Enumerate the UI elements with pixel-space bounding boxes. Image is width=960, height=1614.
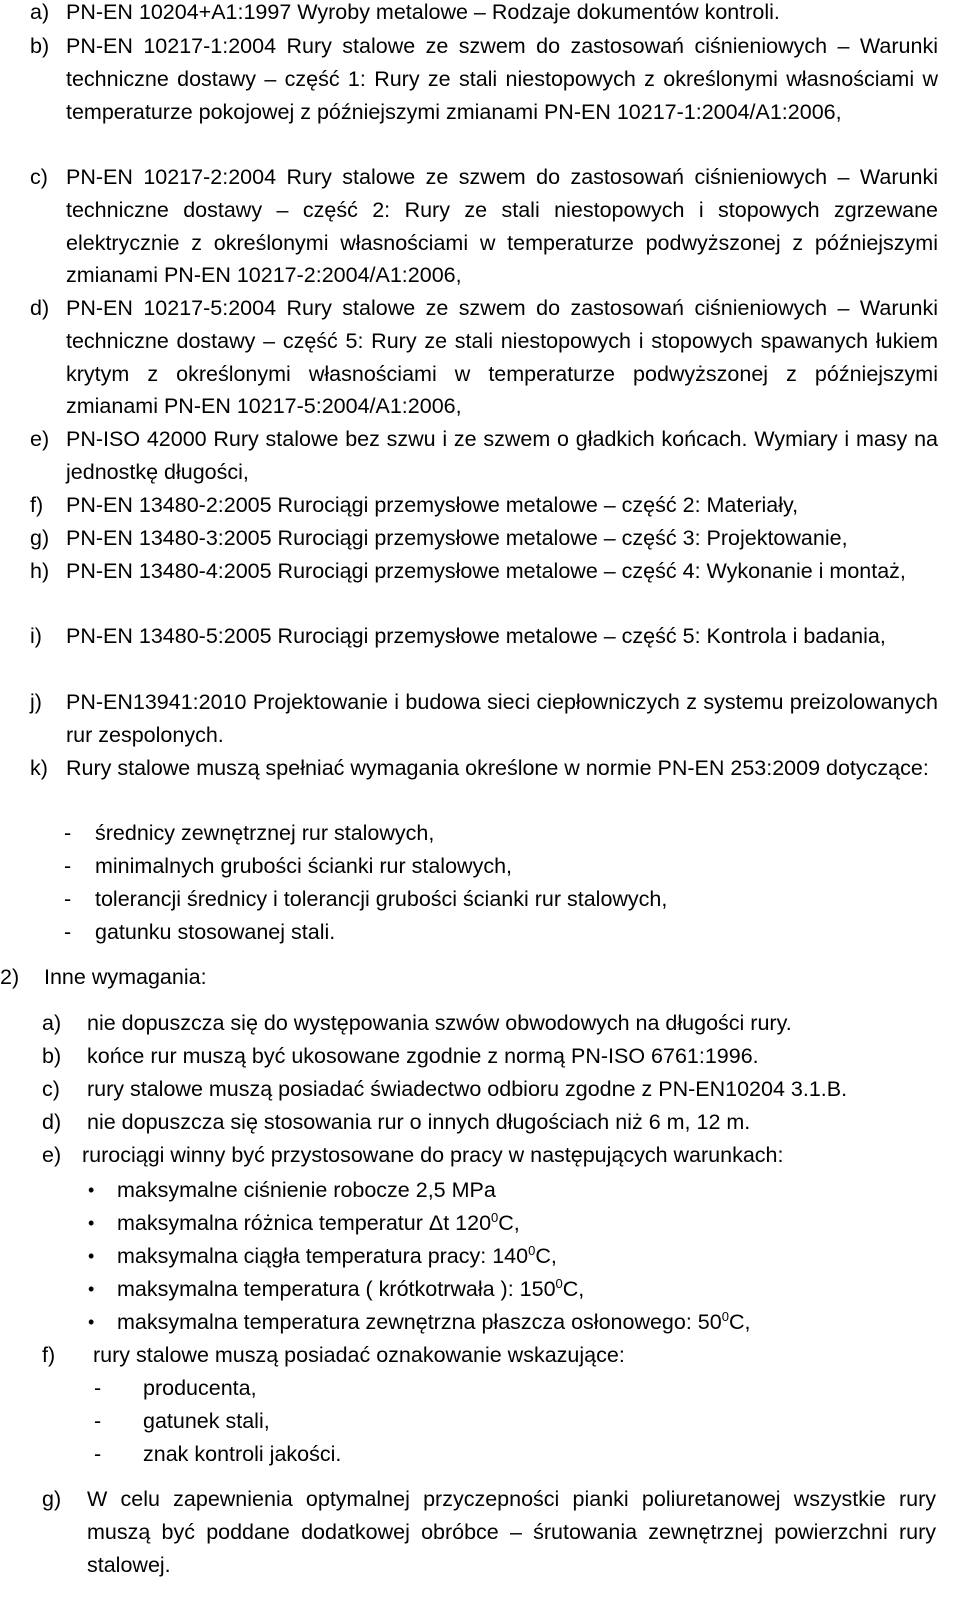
list-marker: e) (30, 427, 50, 451)
list-marker: g) (42, 1487, 62, 1511)
list-marker: k) (30, 756, 48, 780)
list-marker: h) (30, 559, 50, 583)
standard-item-d (30, 292, 938, 423)
requirement-item-b (42, 1040, 936, 1073)
dash-marker: - (94, 1409, 102, 1433)
dash-item (64, 883, 864, 916)
standard-item-k (30, 752, 938, 785)
condition-text: maksymalna różnica temperatur Δt $120^0C$, (117, 1210, 520, 1235)
condition-bullet (88, 1174, 888, 1207)
section-heading (0, 961, 900, 994)
list-text: PN-EN13941:2010 Projektowanie i budowa sieci ciepłowniczych z systemu preizolowanych rur zespolonych. (66, 690, 938, 747)
list-marker: f) (30, 493, 44, 517)
list-marker: c) (30, 165, 48, 189)
list-text: rury stalowe muszą posiadać oznakowanie wskazujące: (93, 1343, 625, 1367)
standard-item-a (30, 0, 938, 29)
standard-item-g (30, 522, 938, 555)
condition-text: maksymalne ciśnienie robocze 2,5 MPa (117, 1178, 496, 1202)
condition-text: maksymalna temperatura zewnętrzna płaszcza osłonowego: $50^0C$, (117, 1309, 751, 1334)
condition-bullet (88, 1306, 888, 1339)
standard-item-b (30, 30, 938, 128)
dash-text: minimalnych grubości ścianki rur stalowych, (95, 854, 513, 878)
requirement-item-f (42, 1339, 936, 1372)
condition-text: maksymalna ciągła temperatura pracy: $140^0C$, (117, 1243, 557, 1268)
list-text: PN-EN 13480-3:2005 Rurociągi przemysłowe metalowe – część 3: Projektowanie, (66, 526, 848, 550)
list-text: rury stalowe muszą posiadać świadectwo odbioru zgodne z PN-EN10204 3.1.B. (87, 1077, 848, 1101)
condition-text: maksymalna temperatura ( krótkotrwała ): $150^0C$, (117, 1276, 585, 1301)
marking-dash-item (94, 1372, 794, 1405)
bullet-icon: • (88, 1180, 95, 1200)
condition-bullet (88, 1273, 888, 1306)
list-marker: a) (42, 1011, 62, 1035)
list-marker: e) (42, 1143, 62, 1167)
list-text: PN-EN 10204+A1:1997 Wyroby metalowe – Rodzaje dokumentów kontroli. (66, 0, 780, 24)
bullet-icon: • (88, 1246, 95, 1266)
list-text: PN-EN 13480-2:2005 Rurociągi przemysłowe metalowe – część 2: Materiały, (66, 493, 799, 517)
list-text: PN-EN 13480-5:2005 Rurociągi przemysłowe metalowe – część 5: Kontrola i badania, (66, 624, 886, 648)
list-text: PN-EN 13480-4:2005 Rurociągi przemysłowe metalowe – część 4: Wykonanie i montaż, (66, 559, 906, 583)
list-text: Rury stalowe muszą spełniać wymagania określone w normie PN-EN 253:2009 dotyczące: (66, 756, 929, 780)
list-marker: f) (42, 1343, 56, 1367)
dash-text: producenta, (143, 1376, 257, 1400)
list-marker: j) (30, 690, 42, 714)
requirement-item-a (42, 1007, 936, 1040)
dash-item (64, 817, 864, 850)
list-text: nie dopuszcza się stosowania rur o innych długościach niż 6 m, 12 m. (87, 1110, 751, 1134)
dash-marker: - (64, 920, 72, 944)
dash-marker: - (64, 887, 72, 911)
list-text: rurociągi winny być przystosowane do pracy w następujących warunkach: (82, 1143, 784, 1167)
dash-text: średnicy zewnętrznej rur stalowych, (95, 821, 435, 845)
list-text: PN-ISO 42000 Rury stalowe bez szwu i ze szwem o gładkich końcach. Wymiary i masy na jednostkę długości, (66, 427, 938, 484)
bullet-icon: • (88, 1213, 95, 1233)
dash-text: znak kontroli jakości. (143, 1442, 342, 1466)
section-title: Inne wymagania: (44, 965, 207, 989)
section-marker: 2) (0, 965, 20, 989)
list-marker: g) (30, 526, 50, 550)
list-marker: i) (30, 624, 42, 648)
standard-item-c (30, 161, 938, 292)
list-marker: c) (42, 1077, 60, 1101)
standard-item-i (30, 620, 938, 653)
list-text: PN-EN 10217-5:2004 Rury stalowe ze szwem do zastosowań ciśnieniowych – Warunki techniczne dostawy – część 5: Rury ze stali niestopowych i stopowych spawanych łukiem krytym z określonymi własnościami w temperaturze podwyższonej z późniejszymi zmianami PN-EN 10217-5:2004/A1:2006, (66, 296, 938, 419)
requirement-item-e (42, 1139, 936, 1172)
condition-bullet (88, 1207, 888, 1240)
list-text: PN-EN 10217-1:2004 Rury stalowe ze szwem do zastosowań ciśnieniowych – Warunki techniczne dostawy – część 1: Rury ze stali niestopowych z określonymi własnościami w temperaturze pokojowej z późniejszymi zmianami PN-EN 10217-1:2004/A1:2006, (66, 34, 938, 124)
dash-text: gatunku stosowanej stali. (95, 920, 336, 944)
standard-item-h (30, 555, 938, 588)
list-text: końce rur muszą być ukosowane zgodnie z normą PN-ISO 6761:1996. (87, 1044, 759, 1068)
condition-bullet (88, 1240, 888, 1273)
standard-item-j (30, 686, 938, 752)
list-text: nie dopuszcza się do występowania szwów obwodowych na długości rury. (87, 1011, 792, 1035)
list-marker: d) (42, 1110, 62, 1134)
list-marker: b) (42, 1044, 62, 1068)
list-marker: d) (30, 296, 50, 320)
dash-marker: - (64, 854, 72, 878)
requirement-item-c (42, 1073, 936, 1106)
dash-item (64, 850, 864, 883)
bullet-icon: • (88, 1312, 95, 1332)
dash-marker: - (94, 1376, 102, 1400)
list-marker: a) (30, 0, 50, 24)
list-marker: b) (30, 34, 50, 58)
list-text: PN-EN 10217-2:2004 Rury stalowe ze szwem do zastosowań ciśnieniowych – Warunki techniczne dostawy – część 2: Rury ze stali niestopowych i stopowych zgrzewane elektrycznie z określonymi własnościami w temperaturze podwyższonej z późniejszymi zmianami PN-EN 10217-2:2004/A1:2006, (66, 165, 938, 288)
dash-item (64, 916, 864, 949)
dash-marker: - (94, 1442, 102, 1466)
marking-dash-item (94, 1405, 794, 1438)
dash-text: gatunek stali, (143, 1409, 270, 1433)
marking-dash-item (94, 1438, 794, 1471)
dash-marker: - (64, 821, 72, 845)
bullet-icon: • (88, 1279, 95, 1299)
list-text: W celu zapewnienia optymalnej przyczepności pianki poliuretanowej wszystkie rury muszą być poddane dodatkowej obróbce – śrutowania zewnętrznej powierzchni rury stalowej. (87, 1487, 936, 1577)
dash-text: tolerancji średnicy i tolerancji grubości ścianki rur stalowych, (95, 887, 668, 911)
requirement-item-d (42, 1106, 936, 1139)
requirement-item-g (42, 1483, 936, 1581)
standard-item-e (30, 423, 938, 489)
standard-item-f (30, 489, 938, 522)
